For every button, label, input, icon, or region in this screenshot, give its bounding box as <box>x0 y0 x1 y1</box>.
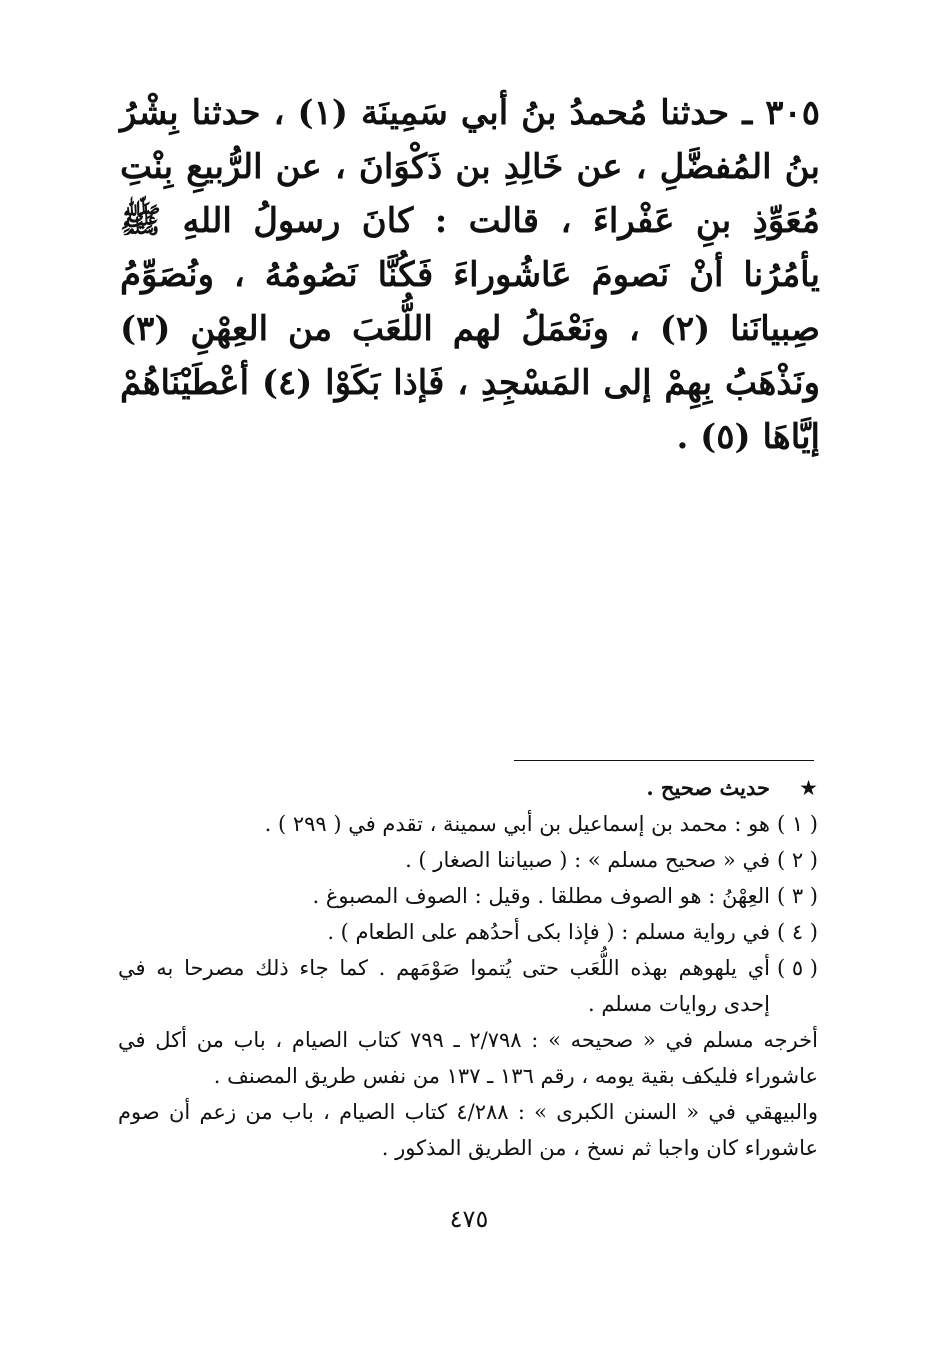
hadith-number: ٣٠٥ ـ <box>742 93 820 133</box>
hadith-paragraph <box>120 86 820 464</box>
page-number: ٤٧٥ <box>449 1205 489 1233</box>
footnote-item <box>118 842 818 878</box>
footnote-marker: ( ٣ ) <box>776 884 818 908</box>
hadith-text: حدثنا مُحمدُ بنُ أبي سَمِينَة (١) ، حدثنا بِشْرُ بنُ المُفضَّلِ ، عن خَالِدِ بن ذَكْوَانَ ، عن الرُّبيعِ بِنْتِ مُعَوِّذِ بنِ عَفْراءَ ، قالت : كانَ رسولُ اللهِ ﷺ يأمُرُنا أنْ نَصومَ عَاشُوراءَ فَكُنَّا نَصُومُهُ ، ونُصَوِّمُ صِبيانَنا (٢) ، ونَعْمَلُ لهم اللُّعَبَ من العِهْنِ (٣) ونَذْهَبُ بِهِمْ إلى المَسْجِدِ ، فَإذا بَكَوْا (٤) أعْطَيْنَاهُمْ إيَّاهَا (٥) . <box>120 93 821 457</box>
footnote-text: في « صحيح مسلم » : ( صبياننا الصغار ) . <box>405 848 770 872</box>
hadith-grade: حديث صحيح . <box>646 775 770 800</box>
footnote-item <box>118 878 818 914</box>
footnote-text: هو : محمد بن إسماعيل بن أبي سمينة ، تقدم في ( ٢٩٩ ) . <box>264 812 770 836</box>
takhrij-muslim: أخرجه مسلم في « صحيحه » : ٢/٧٩٨ ـ ٧٩٩ كتاب الصيام ، باب من أكل في عاشوراء فليكف بقية يومه ، رقم ١٣٦ ـ ١٣٧ من نفس طريق المصنف . <box>118 1028 818 1088</box>
takhrij-bayhaqi: والبيهقي في « السنن الكبرى » : ٤/٢٨٨ كتاب الصيام ، باب من زعم أن صوم عاشوراء كان واجبا ثم نسخ ، من الطريق المذكور . <box>118 1100 819 1160</box>
footnote-marker: ( ٢ ) <box>776 848 818 872</box>
footnote-item <box>118 914 818 950</box>
hadith-block <box>120 86 820 464</box>
star-marker: ★ <box>799 776 818 800</box>
footnote-marker: ( ٥ ) <box>776 956 818 980</box>
footnote-item <box>118 950 818 1022</box>
footnote-text: في رواية مسلم : ( فإذا بكى أحدُهم على الطعام ) . <box>327 920 770 944</box>
footnotes-section <box>118 770 818 1166</box>
footnote-star <box>118 770 818 806</box>
footnote-item <box>118 806 818 842</box>
footnote-divider <box>514 760 814 761</box>
footnote-text: أي يلهوهم بهذه اللُّعَب حتى يُتموا صَوْمَهم . كما جاء ذلك مصرحا به في إحدى روايات مسلم . <box>118 956 770 1016</box>
footnote-marker: ( ٤ ) <box>776 920 818 944</box>
footnote-text: العِهْنُ : هو الصوف مطلقا . وقيل : الصوف المصبوغ . <box>312 884 770 908</box>
footnote-marker: ( ١ ) <box>776 812 818 836</box>
